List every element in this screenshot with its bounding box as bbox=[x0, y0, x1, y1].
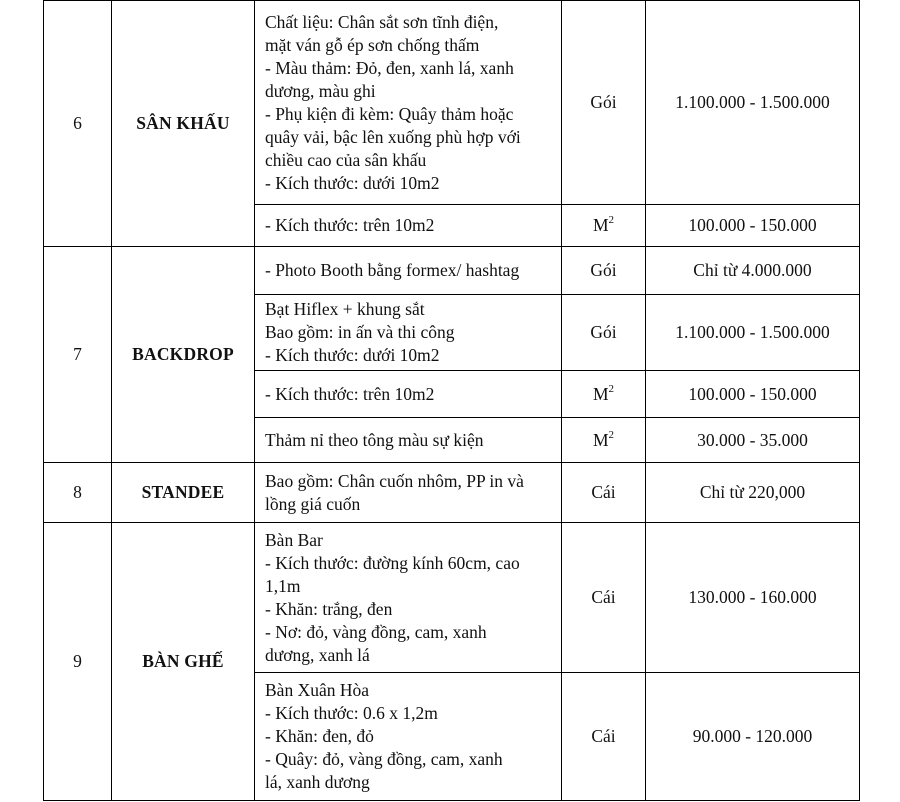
description-line: Chất liệu: Chân sắt sơn tĩnh điện, bbox=[265, 11, 499, 32]
description-line: - Khăn: đen, đỏ bbox=[265, 726, 374, 746]
description-line: Bàn Bar bbox=[265, 529, 323, 550]
description-line: dương, xanh lá bbox=[265, 644, 370, 665]
item-description bbox=[255, 295, 562, 371]
item-unit: Cái bbox=[562, 523, 646, 673]
description-line: - Kích thước: dưới 10m2 bbox=[265, 172, 440, 193]
description-line: chiều cao của sân khấu bbox=[265, 149, 427, 170]
description-line: lá, xanh dương bbox=[265, 772, 370, 792]
description-line: - Kích thước: trên 10m2 bbox=[265, 215, 435, 235]
item-price: 100.000 - 150.000 bbox=[646, 205, 860, 247]
item-price: 1.100.000 - 1.500.000 bbox=[646, 1, 860, 205]
description-line: - Kích thước: đường kính 60cm, cao bbox=[265, 552, 520, 573]
description-line: - Màu thảm: Đỏ, đen, xanh lá, xanh bbox=[265, 57, 514, 78]
item-unit: Gói bbox=[562, 1, 646, 205]
description-line: mặt ván gỗ ép sơn chống thấm bbox=[265, 34, 480, 55]
row-number: 7 bbox=[44, 247, 112, 463]
description-line: - Phụ kiện đi kèm: Quây thảm hoặc bbox=[265, 103, 514, 124]
unit-superscript: 2 bbox=[608, 428, 615, 441]
description-line: Bàn Xuân Hòa bbox=[265, 680, 370, 700]
category-name: BÀN GHẾ bbox=[112, 523, 255, 801]
item-unit: Cái bbox=[562, 673, 646, 801]
item-description bbox=[255, 463, 562, 523]
unit-text: M bbox=[592, 383, 609, 404]
description-line: - Kích thước: 0.6 x 1,2m bbox=[265, 703, 438, 723]
description-line: Bao gồm: in ấn và thi công bbox=[265, 322, 455, 342]
item-unit bbox=[562, 371, 646, 418]
item-unit bbox=[562, 418, 646, 463]
description-line: - Nơ: đỏ, vàng đồng, cam, xanh bbox=[265, 621, 487, 642]
item-unit: Cái bbox=[562, 463, 646, 523]
item-description bbox=[255, 371, 562, 418]
item-price: Chỉ từ 220,000 bbox=[646, 463, 860, 523]
item-description bbox=[255, 247, 562, 295]
table-row bbox=[44, 1, 860, 205]
description-line: - Quây: đỏ, vàng đồng, cam, xanh bbox=[265, 749, 503, 769]
item-description bbox=[255, 418, 562, 463]
item-unit bbox=[562, 205, 646, 247]
item-description bbox=[255, 673, 562, 801]
item-price: 90.000 - 120.000 bbox=[646, 673, 860, 801]
category-name: BACKDROP bbox=[112, 247, 255, 463]
item-unit: Gói bbox=[562, 247, 646, 295]
description-line: Thảm nỉ theo tông màu sự kiện bbox=[265, 429, 484, 450]
table-row bbox=[44, 247, 860, 295]
description-line: Bao gồm: Chân cuốn nhôm, PP in và bbox=[265, 470, 524, 491]
description-line: Bạt Hiflex + khung sắt bbox=[265, 299, 425, 319]
price-table bbox=[43, 0, 860, 801]
item-price: 130.000 - 160.000 bbox=[646, 523, 860, 673]
row-number: 8 bbox=[44, 463, 112, 523]
description-line: - Khăn: trắng, đen bbox=[265, 598, 393, 619]
description-line: dương, màu ghi bbox=[265, 80, 376, 101]
table-row bbox=[44, 523, 860, 673]
category-name: SÂN KHẤU bbox=[112, 1, 255, 247]
item-price: 30.000 - 35.000 bbox=[646, 418, 860, 463]
unit-text: M bbox=[592, 429, 609, 450]
item-description bbox=[255, 1, 562, 205]
row-number: 9 bbox=[44, 523, 112, 801]
item-description bbox=[255, 523, 562, 673]
description-line: - Kích thước: trên 10m2 bbox=[265, 383, 435, 404]
unit-superscript: 2 bbox=[608, 214, 615, 227]
description-line: lồng giá cuốn bbox=[265, 493, 361, 514]
description-line: - Photo Booth bằng formex/ hashtag bbox=[265, 260, 520, 280]
table-row bbox=[44, 463, 860, 523]
unit-superscript: 2 bbox=[608, 382, 615, 395]
item-unit: Gói bbox=[562, 295, 646, 371]
description-line: quây vải, bậc lên xuống phù hợp với bbox=[265, 126, 521, 147]
item-price: 100.000 - 150.000 bbox=[646, 371, 860, 418]
description-line: - Kích thước: dưới 10m2 bbox=[265, 345, 440, 365]
item-description bbox=[255, 205, 562, 247]
category-name: STANDEE bbox=[112, 463, 255, 523]
item-price: 1.100.000 - 1.500.000 bbox=[646, 295, 860, 371]
description-line: 1,1m bbox=[265, 575, 301, 596]
row-number: 6 bbox=[44, 1, 112, 247]
unit-text: M bbox=[592, 215, 609, 235]
item-price: Chỉ từ 4.000.000 bbox=[646, 247, 860, 295]
